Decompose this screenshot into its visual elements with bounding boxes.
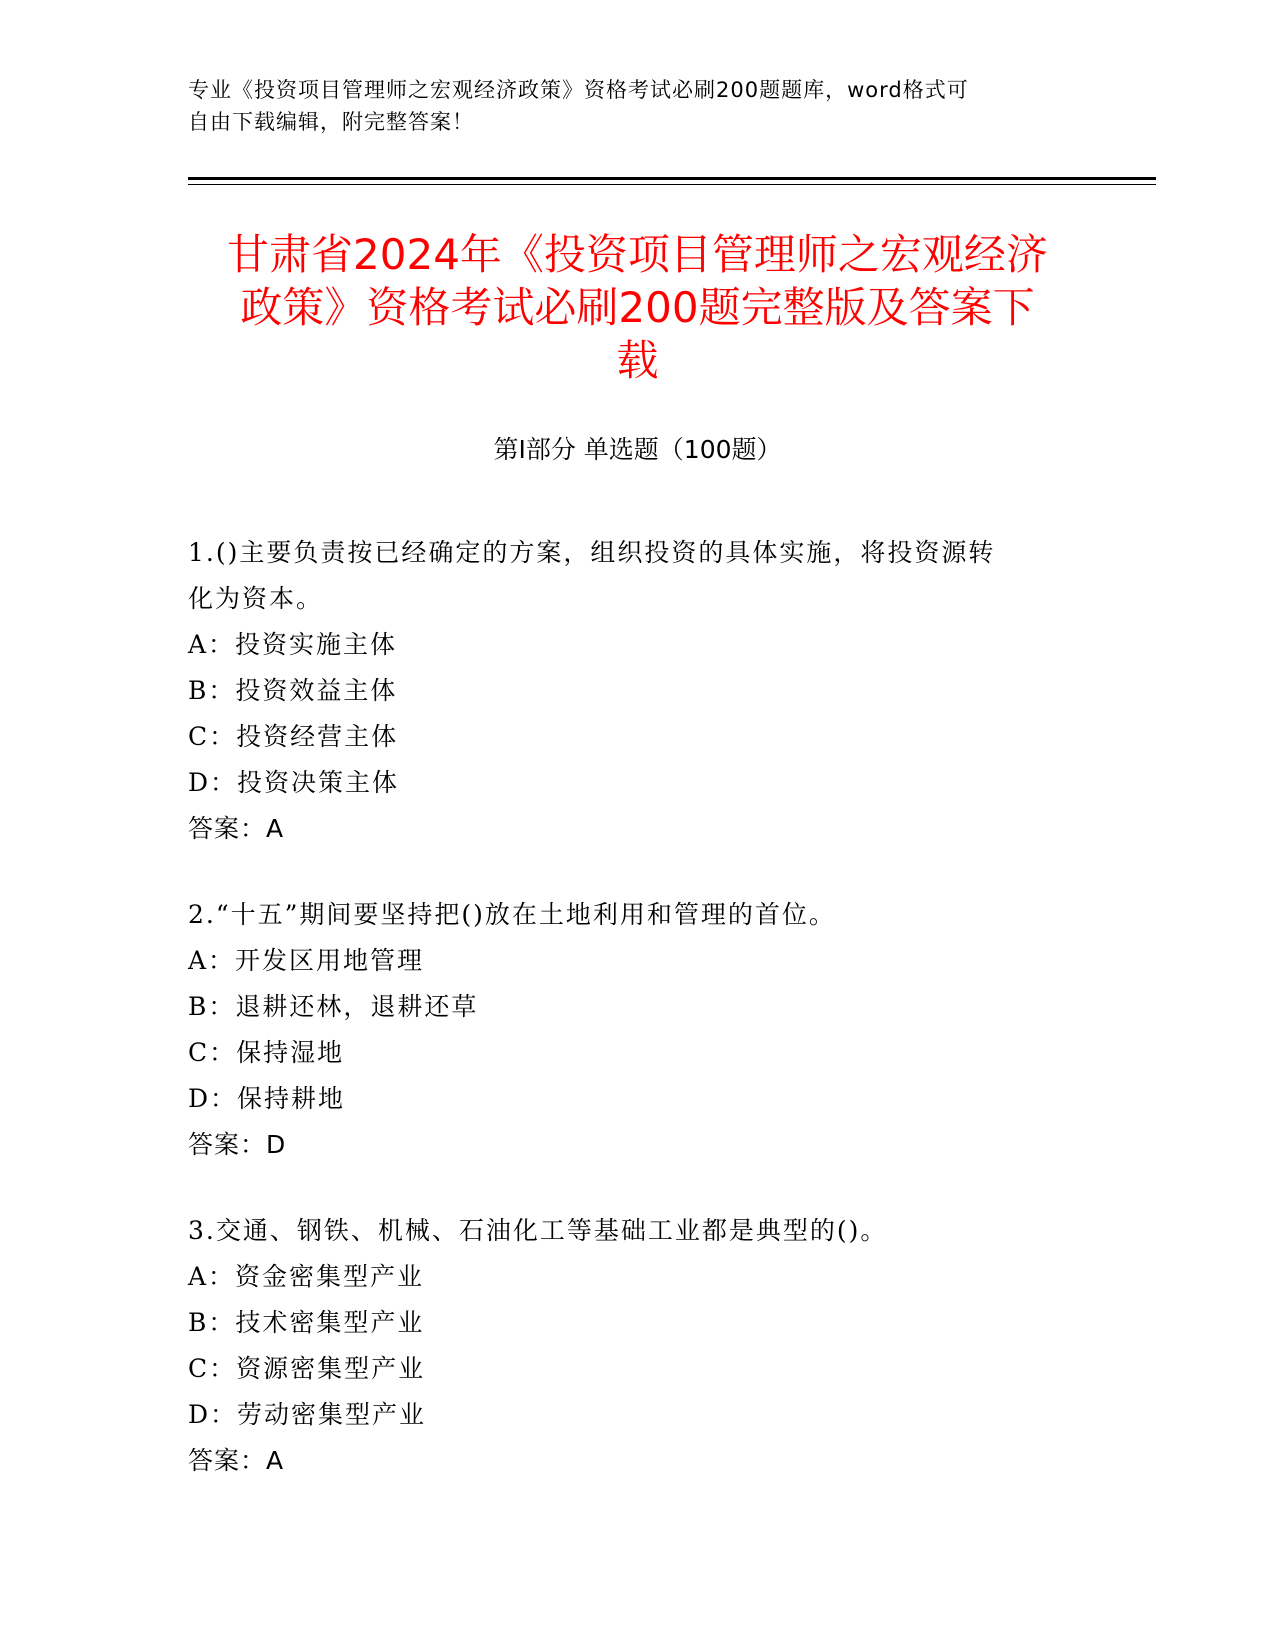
document-title-line-3: 载 xyxy=(616,336,659,385)
header-note xyxy=(188,74,1068,138)
document-title-line-1: 甘肃省2024年《投资项目管理师之宏观经济 xyxy=(227,230,1048,279)
question-stem-continued: 化为资本。 xyxy=(188,584,324,613)
header-divider-thick xyxy=(188,177,1156,180)
section-title: 第Ⅰ部分 单选题（100题） xyxy=(493,435,782,464)
document-title-line-2: 政策》资格考试必刷200题完整版及答案下 xyxy=(240,283,1035,332)
option-c: C：投资经营主体 xyxy=(188,722,399,751)
option-c: C：资源密集型产业 xyxy=(188,1354,426,1383)
option-a: A：资金密集型产业 xyxy=(188,1262,425,1291)
option-d: D：投资决策主体 xyxy=(188,768,400,797)
question-2 xyxy=(188,892,1088,1168)
question-list xyxy=(188,530,1088,1524)
question-stem: 3.交通、钢铁、机械、石油化工等基础工业都是典型的()。 xyxy=(188,1216,888,1245)
header-divider-thin xyxy=(188,184,1156,185)
option-d: D：保持耕地 xyxy=(188,1084,346,1113)
answer: 答案：D xyxy=(188,1130,287,1159)
option-c: C：保持湿地 xyxy=(188,1038,345,1067)
answer: 答案：A xyxy=(188,814,285,843)
answer: 答案：A xyxy=(188,1446,285,1475)
question-1 xyxy=(188,530,1088,852)
option-a: A：投资实施主体 xyxy=(188,630,398,659)
question-stem: 2.“十五”期间要坚持把()放在土地利用和管理的首位。 xyxy=(188,900,836,929)
option-d: D：劳动密集型产业 xyxy=(188,1400,427,1429)
option-b: B：投资效益主体 xyxy=(188,676,398,705)
option-a: A：开发区用地管理 xyxy=(188,946,425,975)
document-title xyxy=(150,228,1125,387)
option-b: B：退耕还林，退耕还草 xyxy=(188,992,479,1021)
question-stem: 1.()主要负责按已经确定的方案，组织投资的具体实施，将投资源转 xyxy=(188,538,996,567)
header-note-line-2: 自由下载编辑，附完整答案！ xyxy=(188,110,474,134)
header-note-line-1: 专业《投资项目管理师之宏观经济政策》资格考试必刷200题题库，word格式可 xyxy=(188,78,969,102)
question-3 xyxy=(188,1208,1088,1484)
option-b: B：技术密集型产业 xyxy=(188,1308,425,1337)
